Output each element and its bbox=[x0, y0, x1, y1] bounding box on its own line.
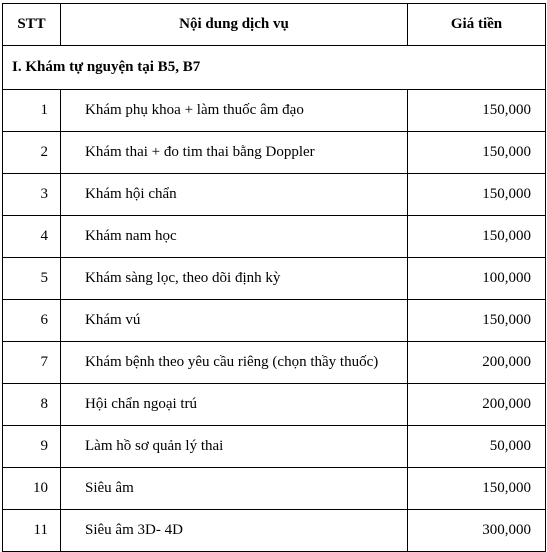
header-stt: STT bbox=[3, 4, 61, 46]
table-row bbox=[3, 132, 546, 174]
table-row bbox=[3, 510, 546, 552]
header-service: Nội dung dịch vụ bbox=[61, 4, 408, 46]
table-row bbox=[3, 216, 546, 258]
table-row bbox=[3, 258, 546, 300]
row-stt: 10 bbox=[3, 468, 61, 510]
row-price: 200,000 bbox=[408, 342, 546, 384]
row-service: Khám thai + đo tim thai bằng Doppler bbox=[61, 132, 408, 174]
row-price: 200,000 bbox=[408, 384, 546, 426]
table-row bbox=[3, 90, 546, 132]
row-price: 150,000 bbox=[408, 468, 546, 510]
row-service: Siêu âm bbox=[61, 468, 408, 510]
table-row bbox=[3, 384, 546, 426]
row-stt: 1 bbox=[3, 90, 61, 132]
row-service: Khám vú bbox=[61, 300, 408, 342]
row-price: 150,000 bbox=[408, 174, 546, 216]
row-price: 100,000 bbox=[408, 258, 546, 300]
row-stt: 7 bbox=[3, 342, 61, 384]
table-row bbox=[3, 342, 546, 384]
table-row bbox=[3, 300, 546, 342]
row-service: Khám bệnh theo yêu cầu riêng (chọn thầy thuốc) bbox=[61, 342, 408, 384]
row-price: 150,000 bbox=[408, 90, 546, 132]
section-title: I. Khám tự nguyện tại B5, B7 bbox=[3, 46, 546, 90]
table-row bbox=[3, 426, 546, 468]
row-service: Khám phụ khoa + làm thuốc âm đạo bbox=[61, 90, 408, 132]
section-row bbox=[3, 46, 546, 90]
row-stt: 5 bbox=[3, 258, 61, 300]
row-price: 300,000 bbox=[408, 510, 546, 552]
row-service: Siêu âm 3D- 4D bbox=[61, 510, 408, 552]
row-stt: 11 bbox=[3, 510, 61, 552]
row-stt: 2 bbox=[3, 132, 61, 174]
row-service: Khám sàng lọc, theo dõi định kỳ bbox=[61, 258, 408, 300]
row-stt: 3 bbox=[3, 174, 61, 216]
row-price: 150,000 bbox=[408, 132, 546, 174]
row-price: 150,000 bbox=[408, 300, 546, 342]
row-stt: 6 bbox=[3, 300, 61, 342]
row-service: Khám hội chẩn bbox=[61, 174, 408, 216]
row-stt: 9 bbox=[3, 426, 61, 468]
table-row bbox=[3, 174, 546, 216]
row-stt: 8 bbox=[3, 384, 61, 426]
table-row bbox=[3, 468, 546, 510]
row-price: 50,000 bbox=[408, 426, 546, 468]
row-stt: 4 bbox=[3, 216, 61, 258]
row-service: Hội chẩn ngoại trú bbox=[61, 384, 408, 426]
service-price-table bbox=[2, 3, 546, 552]
row-price: 150,000 bbox=[408, 216, 546, 258]
row-service: Khám nam học bbox=[61, 216, 408, 258]
row-service: Làm hồ sơ quản lý thai bbox=[61, 426, 408, 468]
table-header-row bbox=[3, 4, 546, 46]
header-price: Giá tiền bbox=[408, 4, 546, 46]
